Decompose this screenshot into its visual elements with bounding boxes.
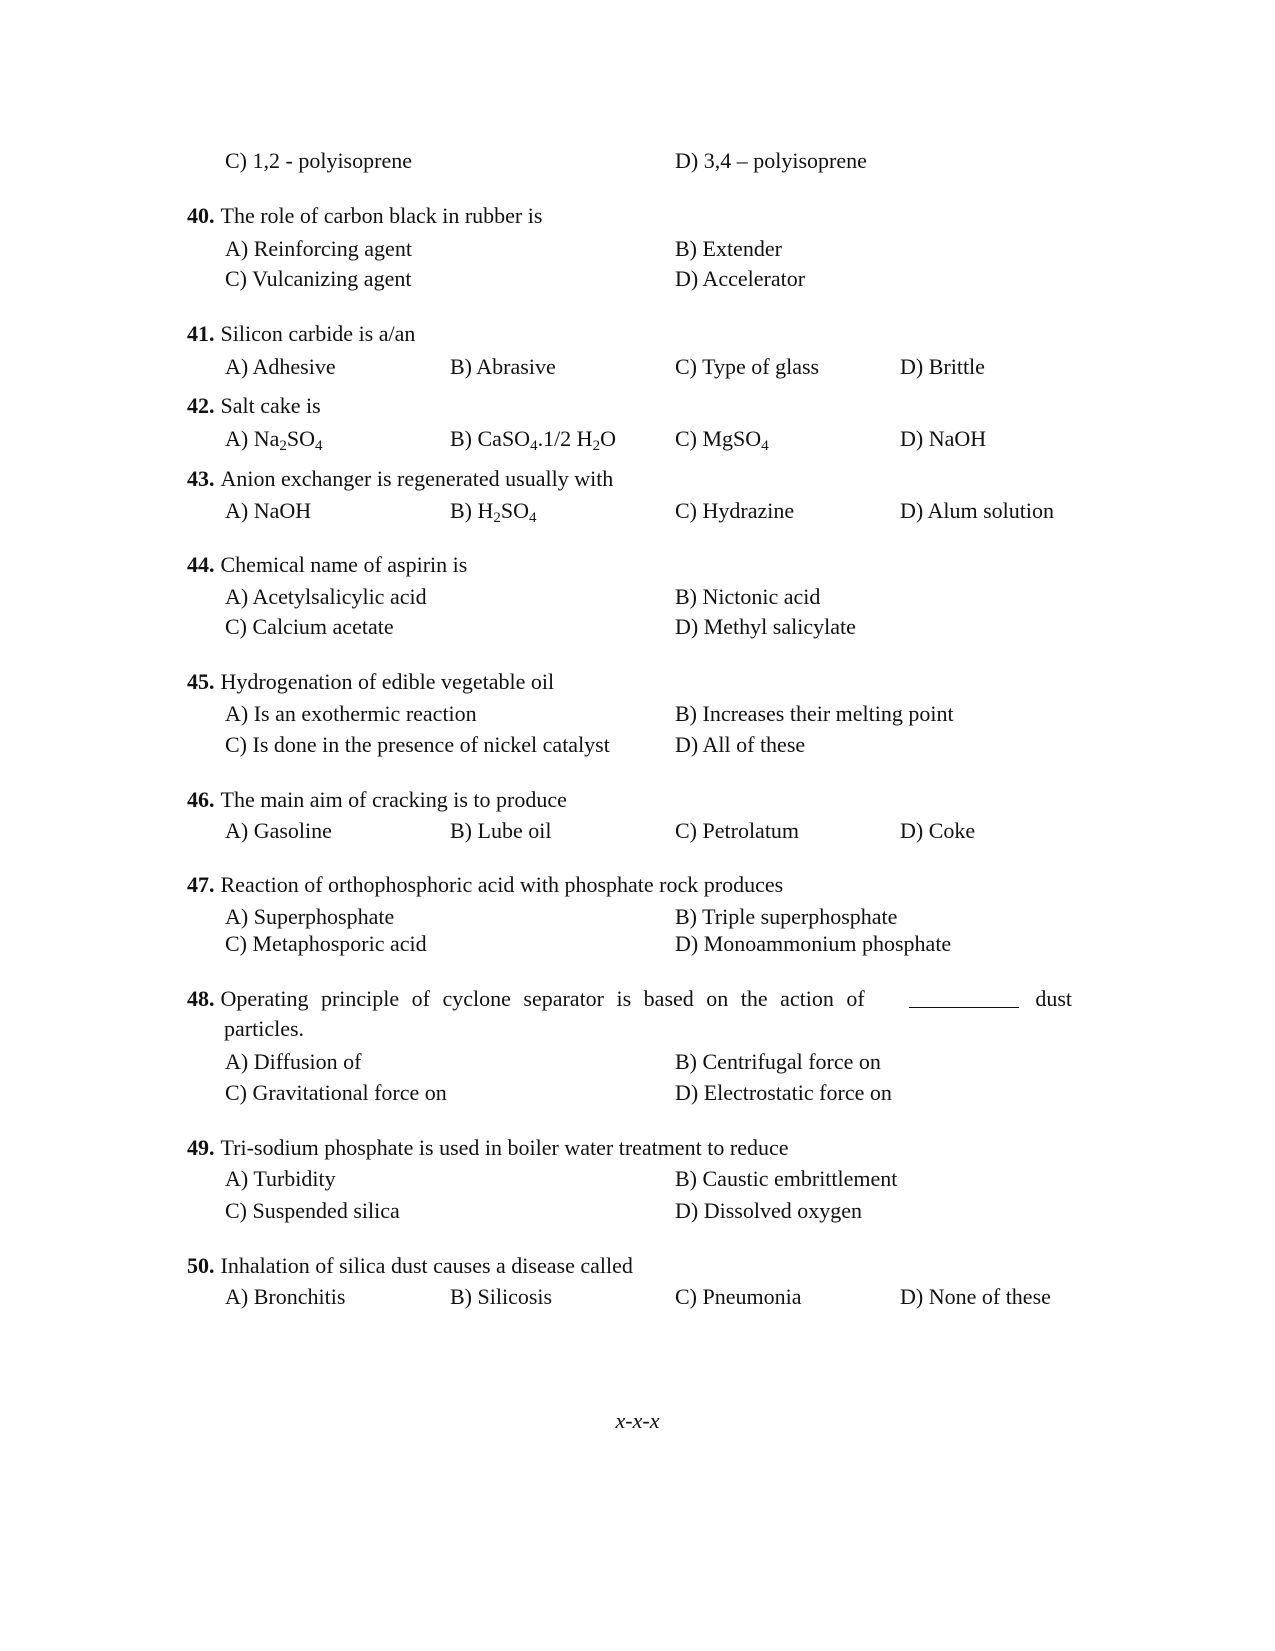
question-44	[187, 550, 1127, 580]
question-number: 42.	[187, 393, 215, 418]
option-d: D) All of these	[675, 732, 806, 757]
option-b: B) Increases their melting point	[675, 701, 954, 726]
question-number: 45.	[187, 669, 215, 694]
question-text-continued: particles.	[224, 1016, 305, 1041]
question-number: 50.	[187, 1253, 215, 1278]
question-41	[187, 319, 1127, 349]
option-c: C) Hydrazine	[675, 498, 795, 523]
option-d: D) Dissolved oxygen	[675, 1198, 862, 1223]
question-number: 48.	[187, 986, 215, 1011]
question-text: Chemical name of aspirin is	[220, 552, 468, 577]
question-49	[187, 1133, 1127, 1163]
option-b: B) Nictonic acid	[675, 584, 821, 609]
option-b: B) Triple superphosphate	[675, 904, 898, 929]
question-text: Inhalation of silica dust causes a disease called	[220, 1253, 633, 1278]
option-a: A) NaOH	[225, 498, 312, 523]
option-a: A) Adhesive	[225, 354, 336, 379]
question-text: Salt cake is	[220, 393, 321, 418]
option-c: C) Gravitational force on	[225, 1080, 447, 1105]
option-b: B) Centrifugal force on	[675, 1049, 881, 1074]
question-text-end: dust	[1035, 986, 1072, 1011]
question-number: 41.	[187, 321, 215, 346]
question-text: Hydrogenation of edible vegetable oil	[220, 669, 555, 694]
question-text: Silicon carbide is a/an	[220, 321, 416, 346]
answer-blank	[909, 987, 1019, 1008]
question-48	[187, 984, 1072, 1044]
option-a: A) Turbidity	[225, 1166, 336, 1191]
option-c: C) Metaphosporic acid	[225, 931, 427, 956]
option-c: C) MgSO$_4$	[675, 426, 769, 454]
option-b: B) Lube oil	[450, 818, 552, 843]
option-c: C) Pneumonia	[675, 1284, 802, 1309]
question-number: 47.	[187, 872, 215, 897]
question-45	[187, 667, 1127, 697]
option-a: A) Bronchitis	[225, 1284, 346, 1309]
option-d: D) 3,4 – polyisoprene	[675, 148, 867, 173]
option-d: D) Accelerator	[675, 266, 806, 291]
option-b: B) Extender	[675, 236, 782, 261]
question-number: 46.	[187, 787, 215, 812]
option-c: C) Vulcanizing agent	[225, 266, 412, 291]
question-40	[187, 201, 1127, 231]
option-c: C) Calcium acetate	[225, 614, 394, 639]
option-c: C) 1,2 - polyisoprene	[225, 148, 412, 173]
question-text: Reaction of orthophosphoric acid with phosphate rock produces	[220, 872, 784, 897]
option-c: C) Type of glass	[675, 354, 820, 379]
option-d: D) Brittle	[900, 354, 985, 379]
question-text: Anion exchanger is regenerated usually with	[220, 466, 614, 491]
option-d: D) NaOH	[900, 426, 987, 451]
option-d: D) Methyl salicylate	[675, 614, 856, 639]
option-a: A) Acetylsalicylic acid	[225, 584, 427, 609]
end-mark: x-x-x	[615, 1408, 660, 1433]
option-a: A) Diffusion of	[225, 1049, 362, 1074]
option-b: B) Abrasive	[450, 354, 556, 379]
question-number: 44.	[187, 552, 215, 577]
option-a: A) Gasoline	[225, 818, 332, 843]
question-number: 43.	[187, 466, 215, 491]
option-c: C) Petrolatum	[675, 818, 800, 843]
option-b: B) CaSO$_4$.1/2 $H_2O$	[450, 426, 616, 454]
option-d: D) Coke	[900, 818, 976, 843]
option-d: D) Alum solution	[900, 498, 1055, 523]
question-text: Operating principle of cyclone separator is based on the action of	[220, 986, 865, 1011]
option-b: B) Silicosis	[450, 1284, 553, 1309]
question-number: 40.	[187, 203, 215, 228]
option-a: A) Is an exothermic reaction	[225, 701, 477, 726]
option-c: C) Suspended silica	[225, 1198, 400, 1223]
option-d: D) None of these	[900, 1284, 1051, 1309]
option-a: A) $Na_2SO_4$	[225, 426, 323, 454]
option-d: D) Electrostatic force on	[675, 1080, 892, 1105]
question-text: The main aim of cracking is to produce	[220, 787, 567, 812]
option-a: A) Reinforcing agent	[225, 236, 412, 261]
option-d: D) Monoammonium phosphate	[675, 931, 952, 956]
question-number: 49.	[187, 1135, 215, 1160]
question-43	[187, 464, 1127, 494]
option-a: A) Superphosphate	[225, 904, 395, 929]
option-b: B) $H_2SO_4$	[450, 498, 537, 526]
question-46	[187, 785, 1127, 815]
option-b: B) Caustic embrittlement	[675, 1166, 898, 1191]
question-50	[187, 1251, 1127, 1281]
question-42	[187, 391, 1127, 421]
question-47	[187, 870, 1127, 900]
option-c: C) Is done in the presence of nickel catalyst	[225, 732, 610, 757]
question-text: Tri-sodium phosphate is used in boiler water treatment to reduce	[220, 1135, 789, 1160]
question-text: The role of carbon black in rubber is	[220, 203, 543, 228]
